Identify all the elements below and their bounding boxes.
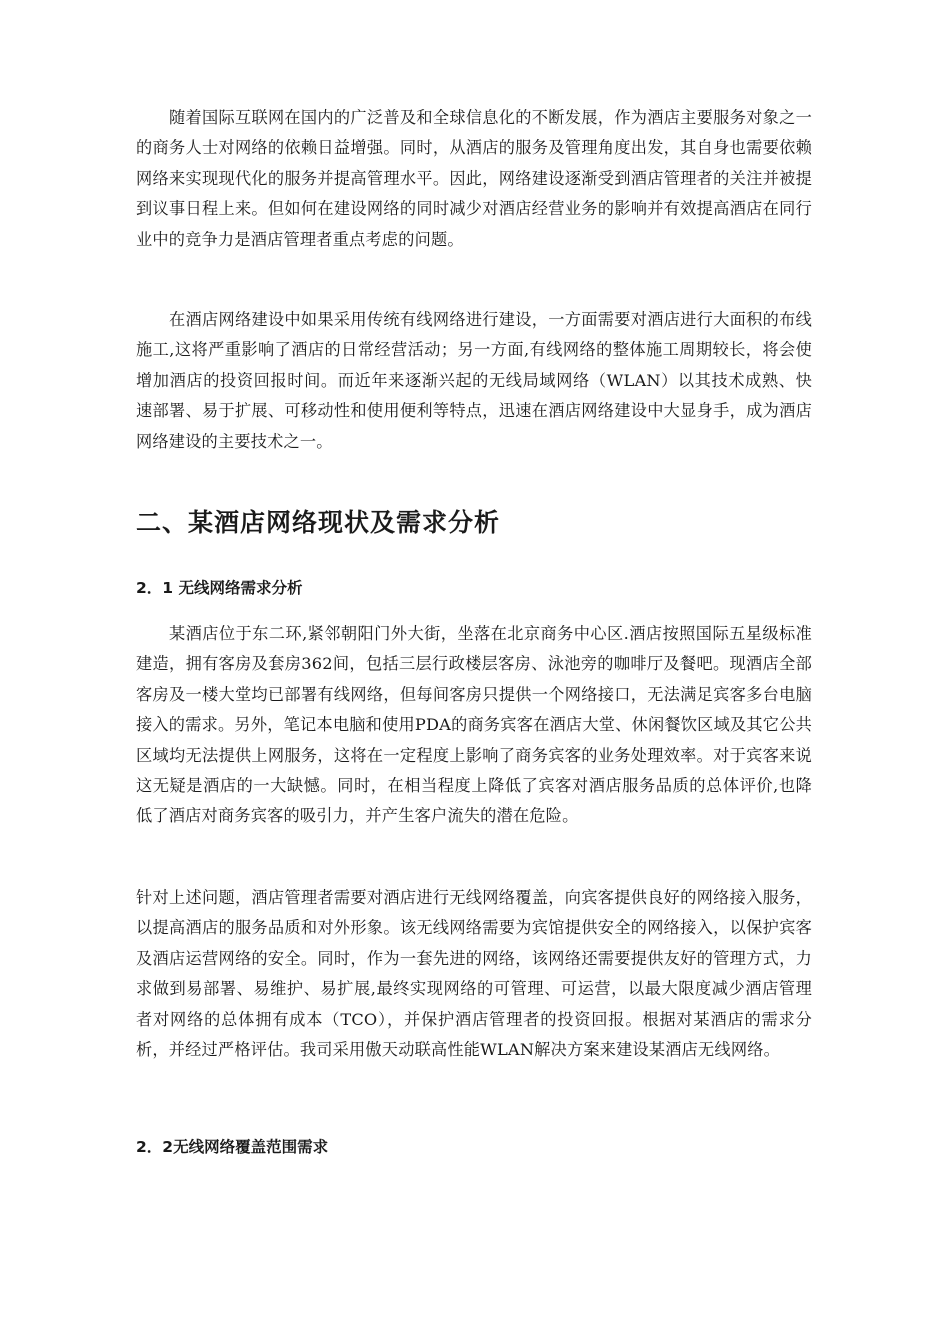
subsection-heading-wireless-requirements: 2．1 无线网络需求分析 <box>136 579 303 597</box>
section-heading-network-status: 二、某酒店网络现状及需求分析 <box>136 508 501 537</box>
wired-vs-wireless-paragraph: 在酒店网络建设中如果采用传统有线网络进行建设，一方面需要对酒店进行大面积的布线施工,这将严重影响了酒店的日常经营活动；另一方面,有线网络的整体施工周期较长，将会使增加酒店的投资回报时间。而近年来逐渐兴起的无线局域网络（WLAN）以其技术成熟、快速部署、易于扩展、可移动性和使用便利等特点，迅速在酒店网络建设中大显身手，成为酒店网络建设的主要技术之一。 <box>136 310 812 451</box>
intro-paragraph: 随着国际互联网在国内的广泛普及和全球信息化的不断发展，作为酒店主要服务对象之一的商务人士对网络的依赖日益增强。同时，从酒店的服务及管理角度出发，其自身也需要依赖网络来实现现代化的服务并提高管理水平。因此，网络建设逐渐受到酒店管理者的关注并被提到议事日程上来。但如何在建设网络的同时减少对酒店经营业务的影响并有效提高酒店在同行业中的竞争力是酒店管理者重点考虑的问题。 <box>136 108 812 249</box>
solution-paragraph: 针对上述问题，酒店管理者需要对酒店进行无线网络覆盖，向宾客提供良好的网络接入服务，以提高酒店的服务品质和对外形象。该无线网络需要为宾馆提供安全的网络接入，以保护宾客及酒店运营网络的安全。同时，作为一套先进的网络，该网络还需要提供友好的管理方式，力求做到易部署、易维护、易扩展,最终实现网络的可管理、可运营，以最大限度减少酒店管理者对网络的总体拥有成本（TCO），并保护酒店管理者的投资回报。根据对某酒店的需求分析，并经过严格评估。我司采用傲天动联高性能WLAN解决方案来建设某酒店无线网络。 <box>136 888 812 1060</box>
hotel-description-paragraph: 某酒店位于东二环,紧邻朝阳门外大街，坐落在北京商务中心区.酒店按照国际五星级标准建造，拥有客房及套房362间，包括三层行政楼层客房、泳池旁的咖啡厅及餐吧。现酒店全部客房及一楼大堂均已部署有线网络，但每间客房只提供一个网络接口，无法满足宾客多台电脑接入的需求。另外，笔记本电脑和使用PDA的商务宾客在酒店大堂、休闲餐饮区域及其它公共区域均无法提供上网服务，这将在一定程度上影响了商务宾客的业务处理效率。对于宾客来说这无疑是酒店的一大缺憾。同时，在相当程度上降低了宾客对酒店服务品质的总体评价,也降低了酒店对商务宾客的吸引力，并产生客户流失的潜在危险。 <box>136 624 812 826</box>
subsection-heading-coverage-requirements: 2．2无线网络覆盖范围需求 <box>136 1138 329 1156</box>
